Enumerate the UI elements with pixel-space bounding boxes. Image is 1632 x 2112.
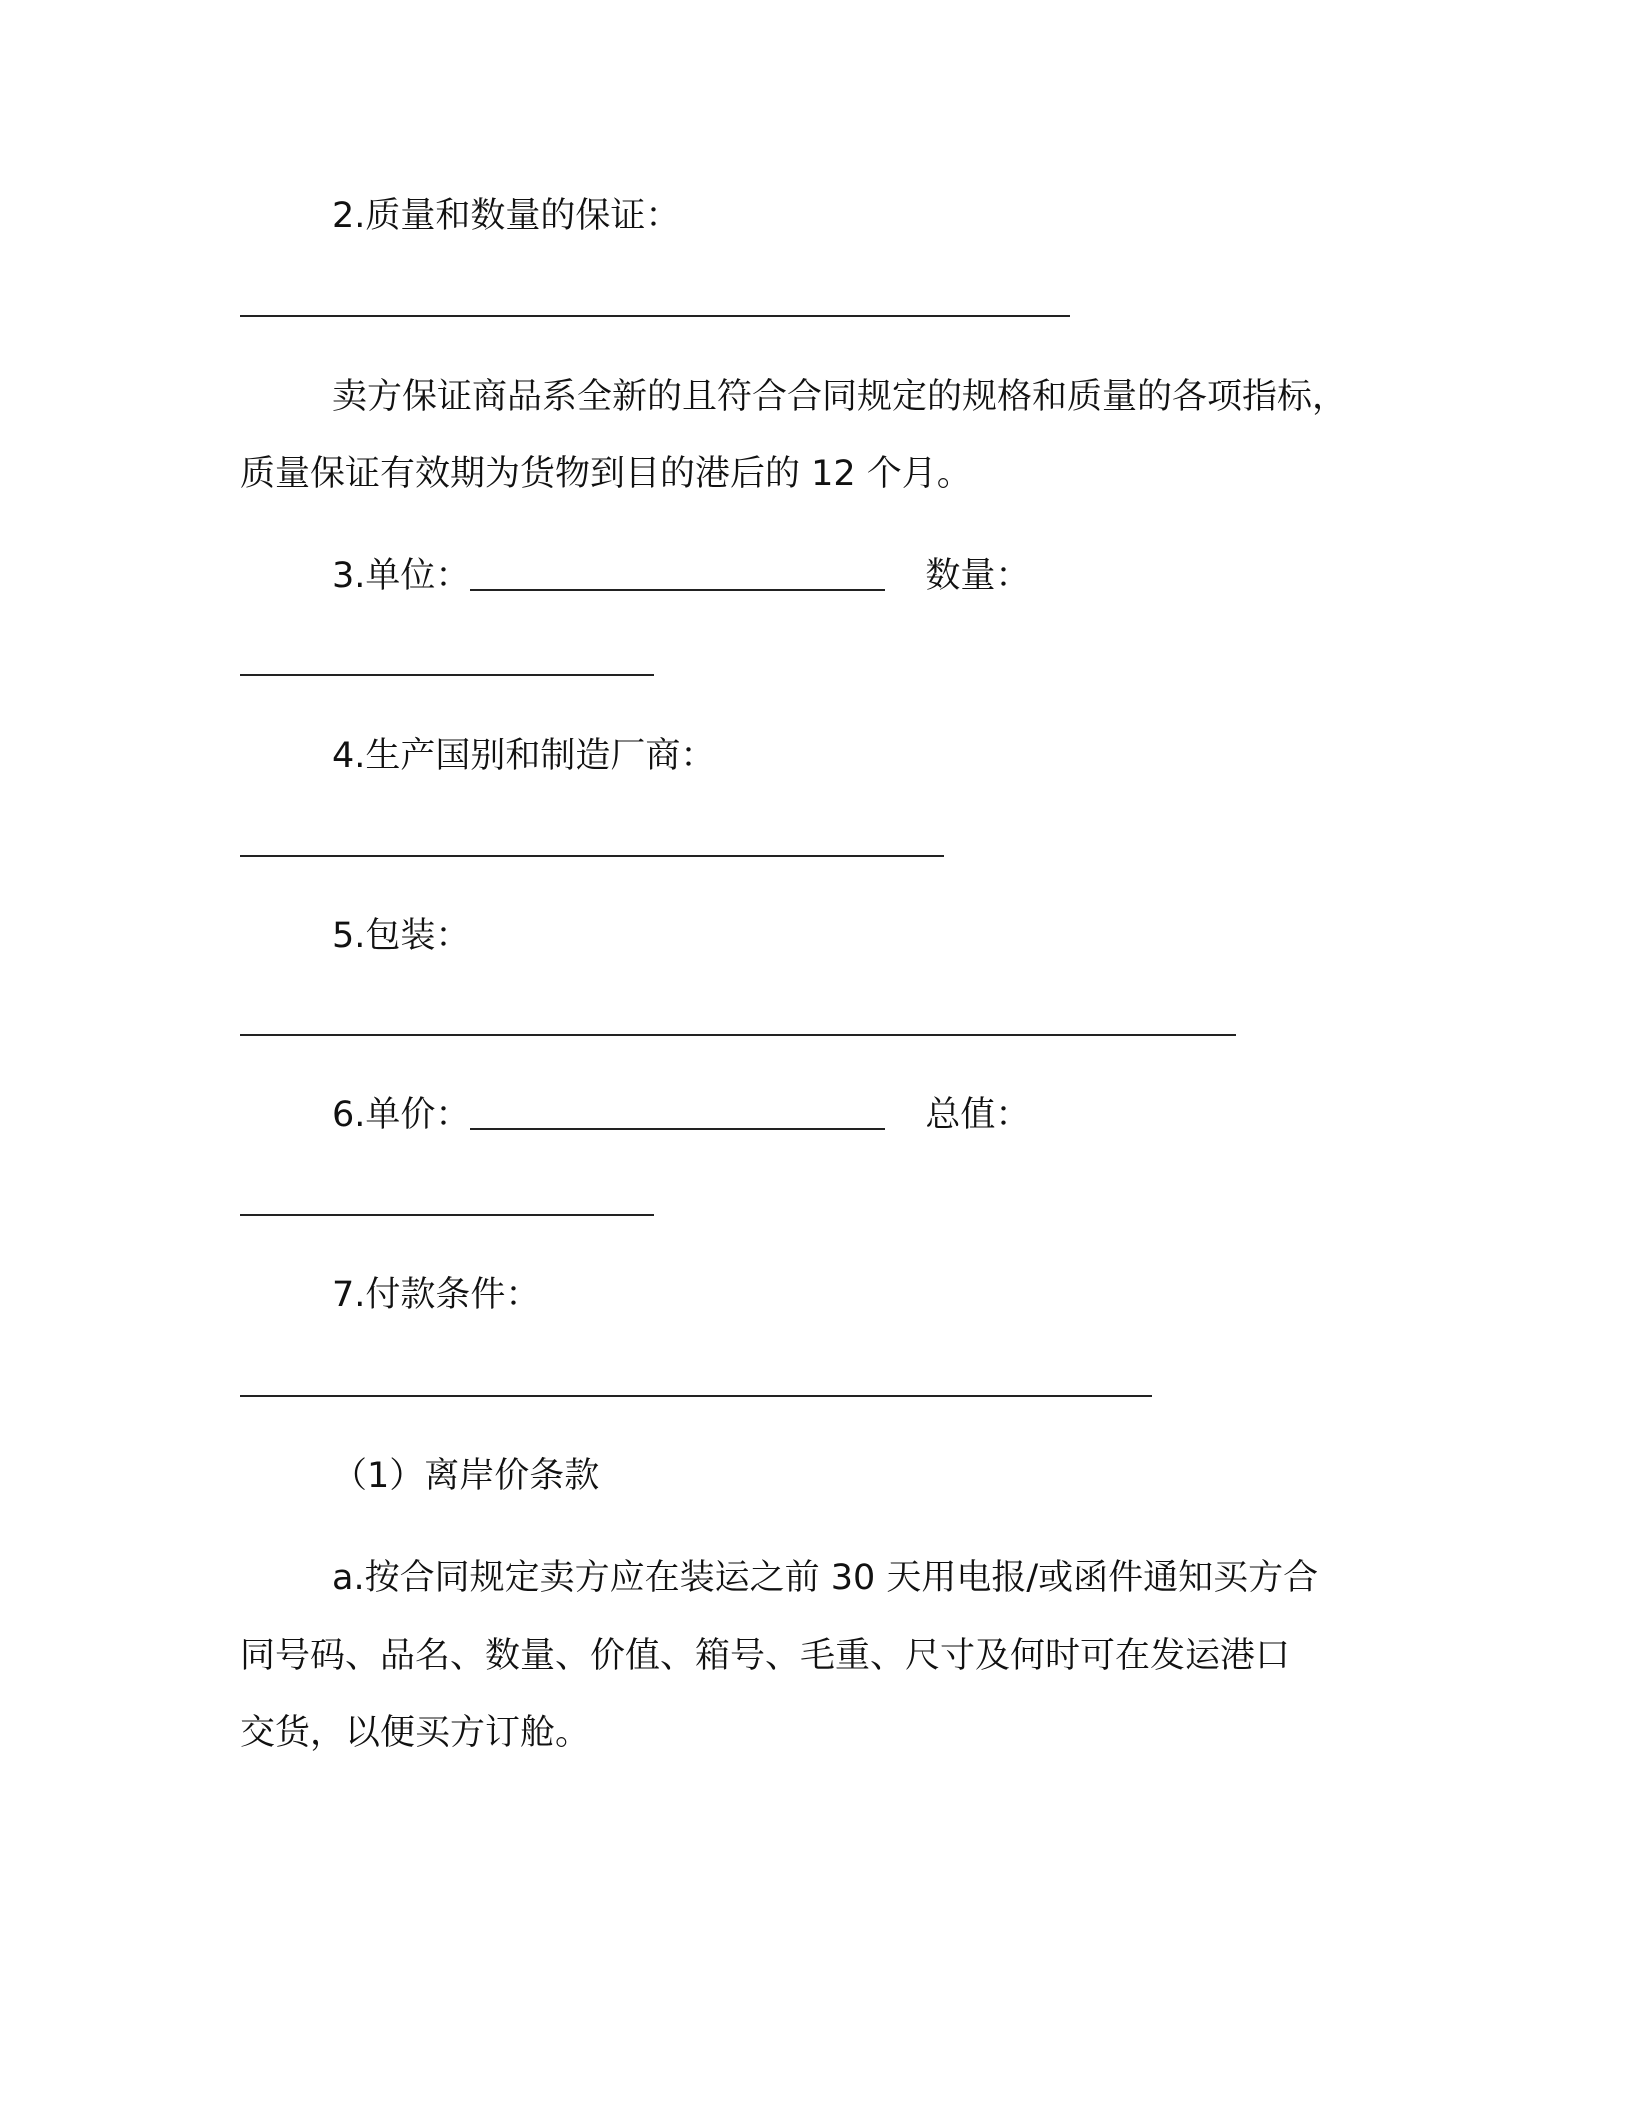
section-7-a-line-2: 同号码、品名、数量、价值、箱号、毛重、尺寸及何时可在发运港口 xyxy=(240,1636,1291,1676)
section-2-body-line-2: 质量保证有效期为货物到目的港后的 12 个月。 xyxy=(240,454,972,494)
blank-line-payment-terms xyxy=(240,1395,1152,1397)
section-2-heading: 2.质量和数量的保证： xyxy=(332,196,681,236)
section-4-heading: 4.生产国别和制造厂商： xyxy=(332,736,716,776)
unit-label: 3.单位： xyxy=(332,556,471,596)
unit-price-label: 6.单价： xyxy=(332,1095,471,1135)
section-7-heading: 7.付款条件： xyxy=(332,1275,541,1315)
section-2-body-line-1: 卖方保证商品系全新的且符合合同规定的规格和质量的各项指标， xyxy=(332,377,1348,417)
blank-line-quality-guarantee xyxy=(240,315,1070,317)
total-value-label: 总值： xyxy=(925,1095,1031,1135)
blank-line-total-value xyxy=(240,1214,654,1216)
blank-line-origin-manufacturer xyxy=(240,855,944,857)
section-7-a-line-1: a.按合同规定卖方应在装运之前 30 天用电报/或函件通知买方合 xyxy=(332,1558,1319,1598)
section-6-line xyxy=(332,1089,1030,1141)
blank-line-packing xyxy=(240,1034,1236,1036)
section-5-heading: 5.包装： xyxy=(332,916,471,956)
section-3-line xyxy=(332,550,1030,602)
blank-line-quantity xyxy=(240,674,654,676)
section-7-sub-1-heading: （1）离岸价条款 xyxy=(332,1456,600,1496)
section-7-a-line-3: 交货，以便买方订舱。 xyxy=(240,1713,591,1753)
quantity-label: 数量： xyxy=(925,556,1031,596)
blank-line-unit xyxy=(470,589,885,591)
blank-line-unit-price xyxy=(470,1128,885,1130)
